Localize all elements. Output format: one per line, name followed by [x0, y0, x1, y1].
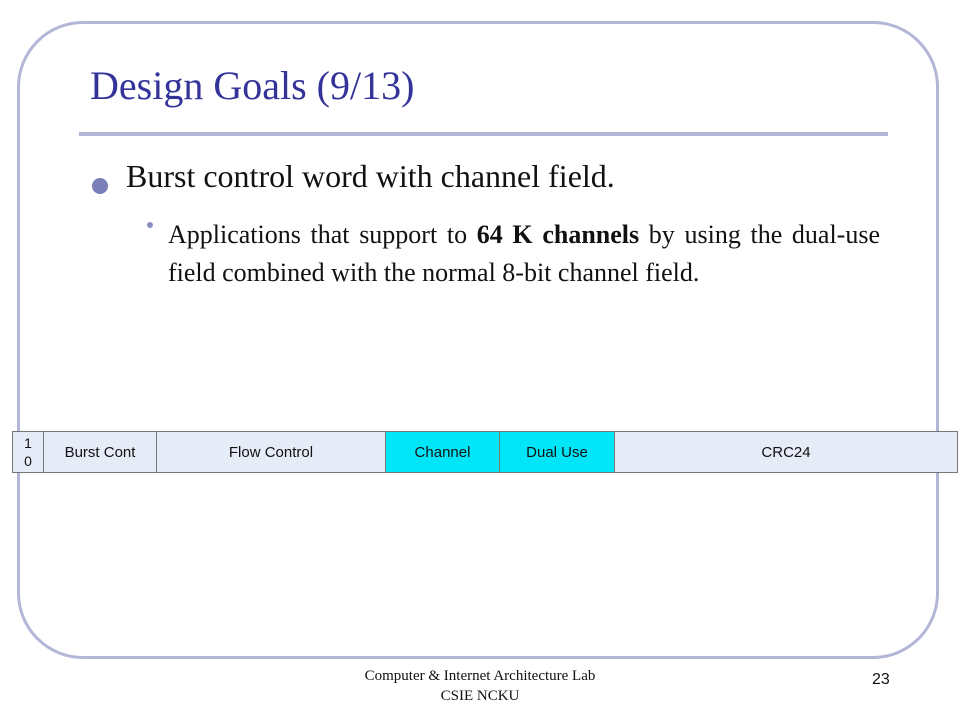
sub-bullet-text-part1: Applications that support to	[168, 220, 477, 249]
field-dual-use: Dual Use	[500, 432, 615, 472]
main-bullet-text: Burst control word with channel field.	[126, 158, 615, 194]
footer-lab-name	[0, 666, 960, 706]
field-flow-control: Flow Control	[157, 432, 386, 472]
slide-frame	[17, 21, 939, 659]
bullet-dot-icon	[92, 178, 108, 194]
title-divider	[79, 132, 888, 136]
field-channel: Channel	[386, 432, 500, 472]
sub-bullet-text	[168, 216, 880, 292]
page-number: 23	[872, 671, 890, 688]
sub-bullet-text-part2: by using the dual-use field combined with the normal 8-bit channel field.	[168, 220, 881, 287]
slide-title: Design Goals (9/13)	[90, 63, 415, 108]
field-crc24: CRC24	[615, 432, 957, 472]
sub-bullet-text-bold: 64 K channels	[476, 220, 640, 249]
field-bit-0: 0	[24, 453, 32, 469]
footer-line-2: CSIE NCKU	[440, 688, 520, 704]
field-burst-cont: Burst Cont	[44, 432, 157, 472]
footer-line-1: Computer & Internet Architecture Lab	[364, 668, 596, 684]
field-bit-1: 1	[24, 435, 32, 451]
field-bits	[13, 432, 44, 472]
sub-bullet-dot-icon	[147, 222, 153, 228]
burst-control-word-diagram	[12, 431, 958, 473]
